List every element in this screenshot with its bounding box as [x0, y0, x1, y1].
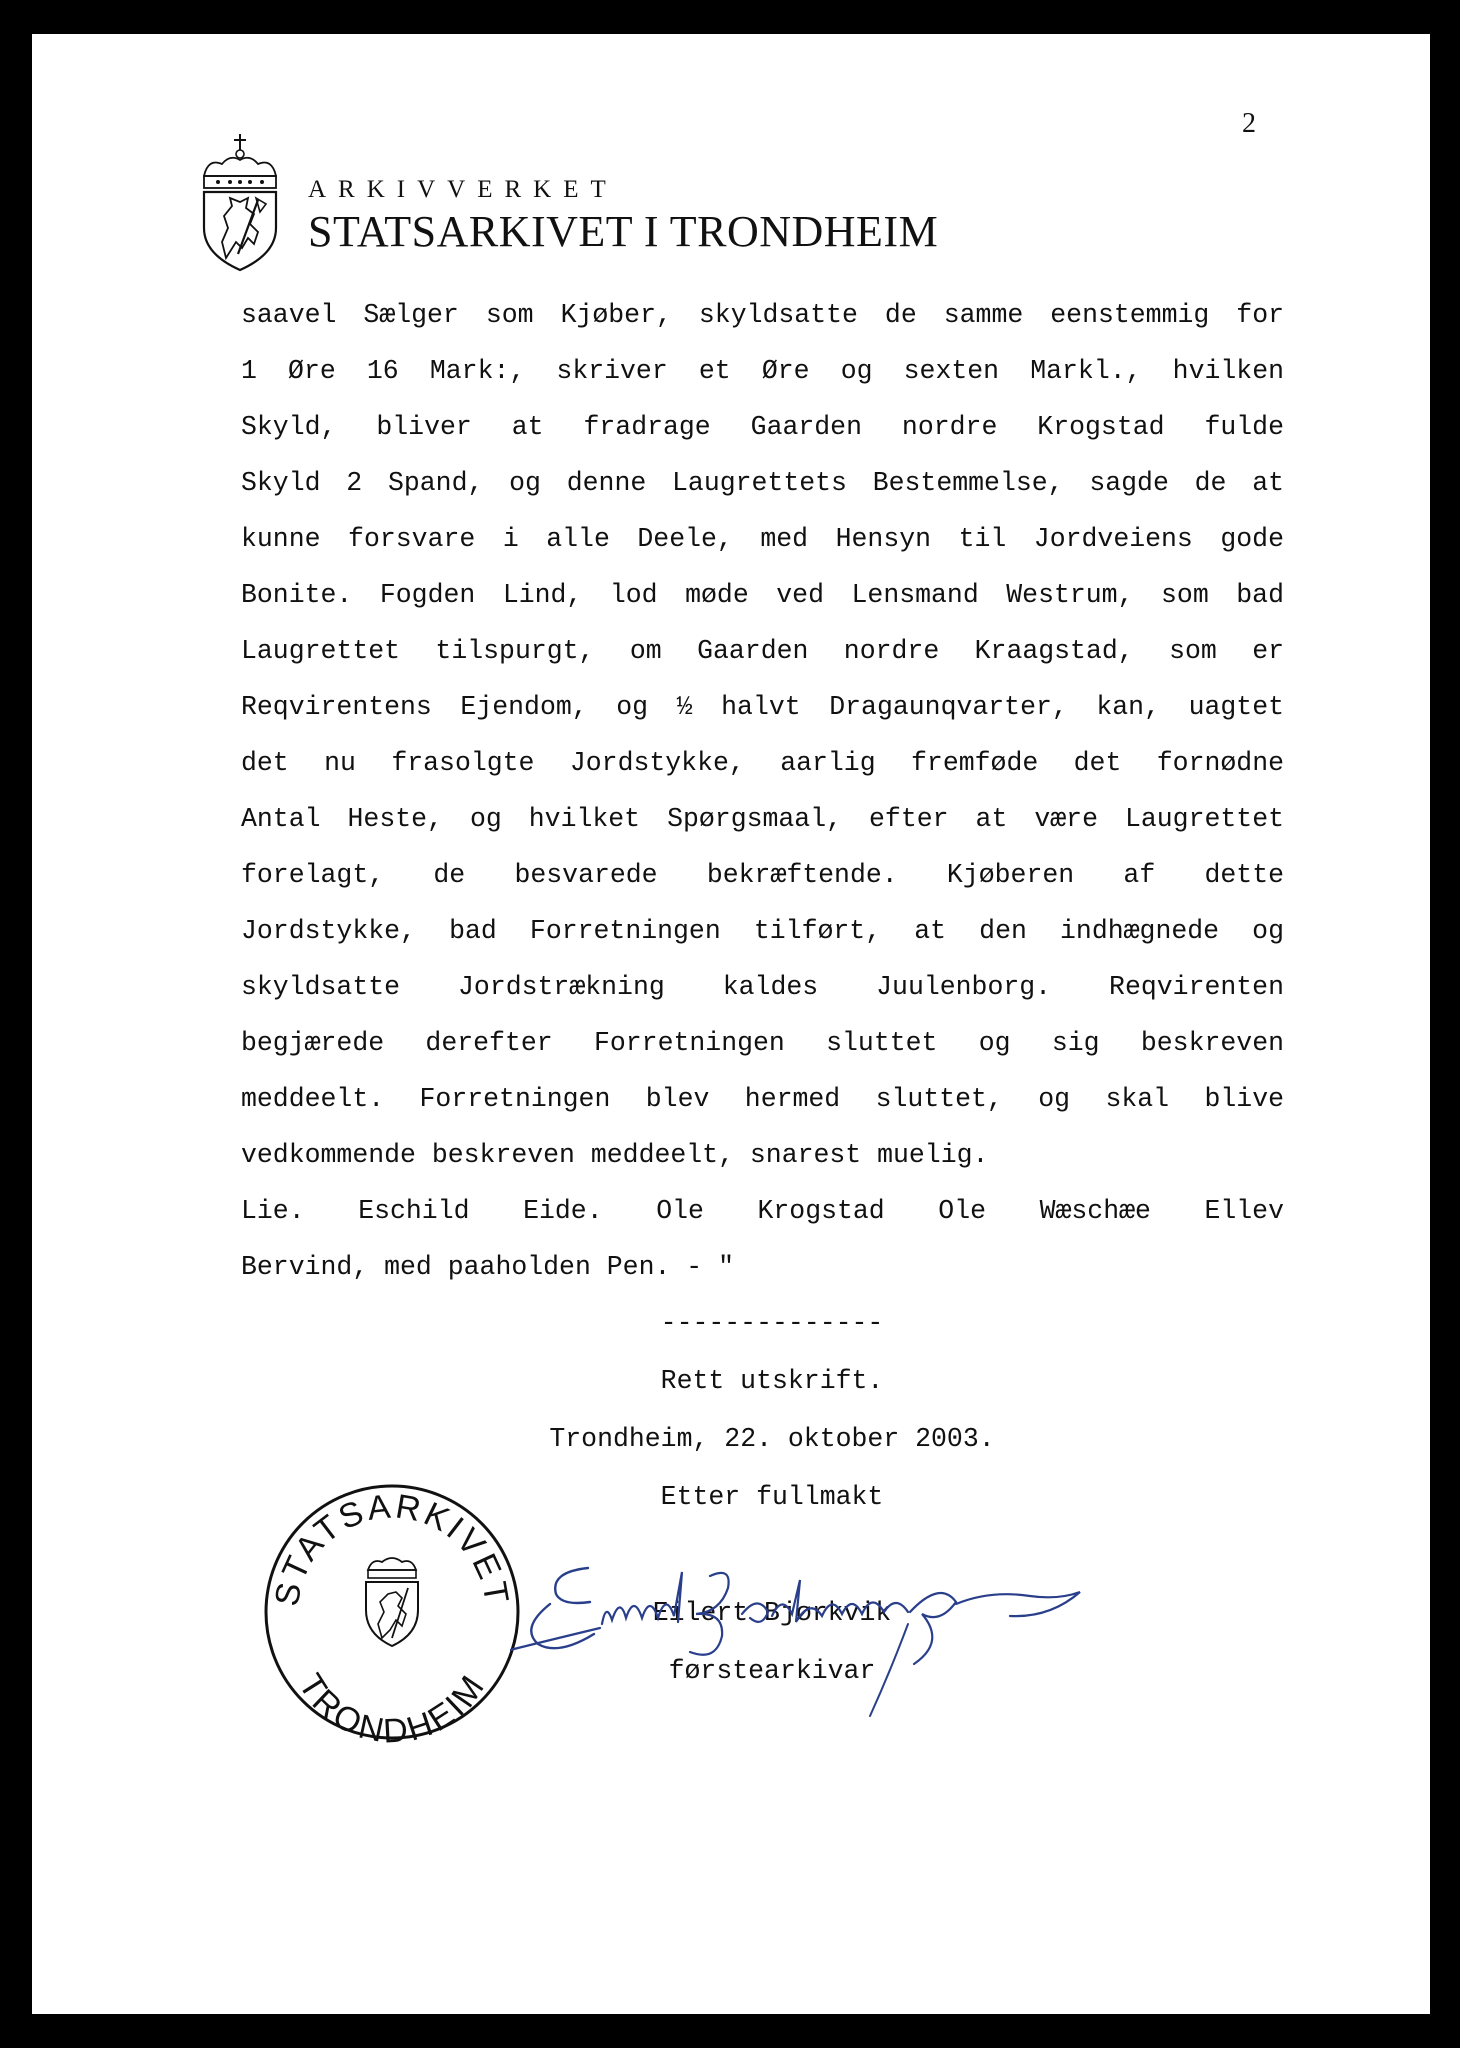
document-page: [32, 34, 1430, 2014]
text-line: Laugrettet tilspurgt, om Gaarden nordre Kraagstad, som er: [241, 636, 1284, 666]
coat-of-arms-icon: [196, 132, 284, 272]
svg-text:TRONDHEIM: [291, 1667, 493, 1746]
separator-line: --------------: [660, 1308, 884, 1338]
page-number: 2: [1242, 108, 1256, 139]
text-line: Bervind, med paaholden Pen. - ": [241, 1252, 734, 1282]
text-line: det nu frasolgte Jordstykke, aarlig fremføde det fornødne: [241, 748, 1284, 778]
authority-text: Etter fullmakt: [660, 1482, 884, 1512]
text-line: forelagt, de besvarede bekræftende. Kjøberen af dette: [241, 860, 1284, 890]
text-line: vedkommende beskreven meddeelt, snarest muelig.: [241, 1140, 989, 1170]
text-line: saavel Sælger som Kjøber, skyldsatte de samme eenstemmig for: [241, 300, 1284, 330]
certification-text: Rett utskrift.: [660, 1366, 884, 1396]
text-line: Skyld 2 Spand, og denne Laugrettets Bestemmelse, sagde de at: [241, 468, 1284, 498]
svg-text:STATSARKIVET: [268, 1487, 516, 1609]
stamp-text-top: STATSARKIVET: [267, 1487, 517, 1609]
archive-stamp: [258, 1478, 526, 1746]
text-line: 1 Øre 16 Mark:, skriver et Øre og sexten Markl., hvilken: [241, 356, 1284, 386]
stamp-text-bottom: TRONDHEIM: [290, 1666, 494, 1746]
text-line: Reqvirentens Ejendom, og ½ halvt Dragaunqvarter, kan, uagtet: [241, 692, 1284, 722]
text-line: Skyld, bliver at fradrage Gaarden nordre Krogstad fulde: [241, 412, 1284, 442]
text-line: skyldsatte Jordstrækning kaldes Juulenborg. Reqvirenten: [241, 972, 1284, 1002]
signer-title: førstearkivar: [668, 1656, 876, 1686]
text-line: begjærede derefter Forretningen sluttet og sig beskreven: [241, 1028, 1284, 1058]
place-date: Trondheim, 22. oktober 2003.: [549, 1424, 995, 1454]
text-line: Lie. Eschild Eide. Ole Krogstad Ole Wæschæe Ellev: [241, 1196, 1284, 1226]
text-line: Antal Heste, og hvilket Spørgsmaal, efter at være Laugrettet: [241, 804, 1284, 834]
text-line: Jordstykke, bad Forretningen tilført, at den indhægnede og: [241, 916, 1284, 946]
signer-name: Eilert Bjørkvik: [652, 1598, 892, 1628]
archive-service-name: ARKIVVERKET: [308, 176, 618, 203]
text-line: Bonite. Fogden Lind, lod møde ved Lensmand Westrum, som bad: [241, 580, 1284, 610]
handwritten-signature: [510, 1532, 1100, 1732]
text-line: kunne forsvare i alle Deele, med Hensyn til Jordveiens gode: [241, 524, 1284, 554]
archive-office-name: STATSARKIVET I TRONDHEIM: [308, 207, 939, 256]
stamp-crest-icon: [366, 1558, 418, 1646]
text-line: meddeelt. Forretningen blev hermed sluttet, og skal blive: [241, 1084, 1284, 1114]
